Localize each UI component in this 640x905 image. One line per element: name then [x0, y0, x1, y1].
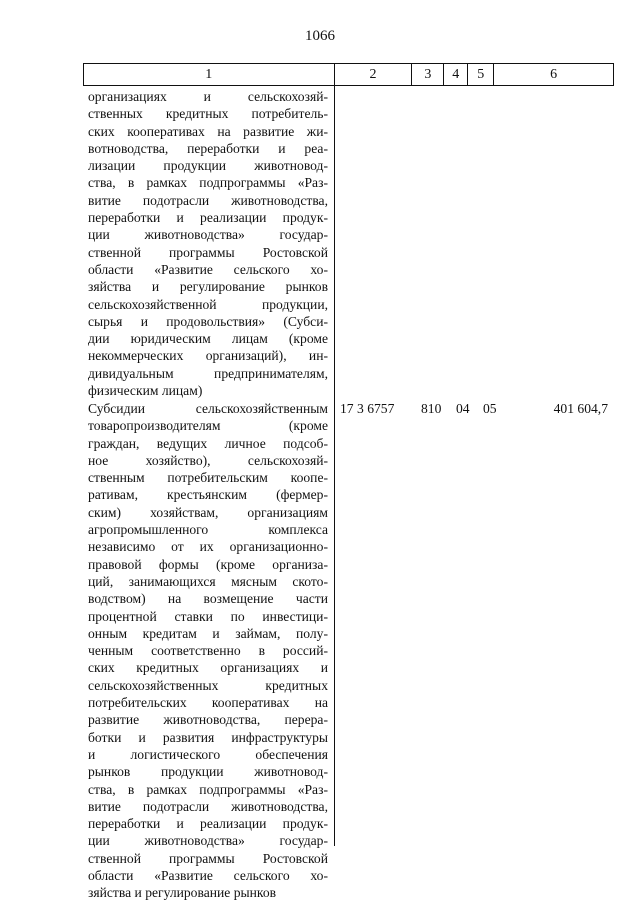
description-line: Субсидии сельскохозяйственным: [88, 401, 328, 416]
description-line: ции животноводства» государ-: [88, 833, 328, 849]
description-line: дивидуальным предпринимателям,: [88, 365, 328, 381]
description-line: независимо от их организационно-: [88, 539, 328, 555]
description-line: и логистического обеспечения: [88, 746, 328, 762]
description-line: вотноводства, переработки и реа-: [88, 140, 328, 156]
table-row-description: [88, 400, 328, 902]
description-line: ративам, крестьянским (фермер-: [88, 487, 328, 503]
header-col-6: 6: [494, 64, 614, 85]
description-line: рынков продукции животновод-: [88, 764, 328, 780]
description-line: граждан, ведущих личное подсоб-: [88, 435, 328, 451]
description-line: ственных кредитных потребитель-: [88, 106, 328, 122]
description-line: ственной программы Ростовской: [88, 244, 328, 260]
header-col-5: 5: [468, 64, 494, 85]
description-line: ских кредитных организациях и: [88, 660, 328, 676]
row-2-text: [88, 400, 328, 902]
target-article-code: 17 3 6757: [340, 401, 395, 416]
budget-table: [83, 63, 614, 901]
description-line: некоммерческих организаций), ин-: [88, 348, 328, 364]
description-line: ства, в рамках подпрограммы «Раз-: [88, 781, 328, 797]
description-line: лизации продукции животновод-: [88, 158, 328, 174]
description-line: ботки и развития инфраструктуры: [88, 729, 328, 745]
description-line: витие подотрасли животноводства,: [88, 798, 328, 814]
description-line: товаропроизводителям (кроме: [88, 418, 328, 434]
table-row-description: [88, 88, 328, 399]
description-line: ченным соответственно в россий-: [88, 643, 328, 659]
description-line: ственной программы Ростовской: [88, 850, 328, 866]
description-line: дии юридическим лицам (кроме: [88, 331, 328, 347]
header-col-4: 4: [444, 64, 468, 85]
description-line: области «Развитие сельского хо-: [88, 868, 328, 884]
description-line: сырья и продовольствия» (Субси-: [88, 313, 328, 329]
description-line: организациях и сельскохозяй-: [88, 89, 328, 104]
description-line: водством) на возмещение части: [88, 591, 328, 607]
description-line: ций, занимающихся мясным ското-: [88, 573, 328, 589]
description-line: сельскохозяйственных кредитных: [88, 677, 328, 693]
description-line: потребительских кооперативах на: [88, 695, 328, 711]
description-line: агропромышленного комплекса: [88, 522, 328, 538]
section-code: 04: [456, 401, 470, 416]
amount-value: 401 604,7: [553, 401, 608, 416]
expense-type-code: 810: [421, 401, 442, 416]
description-line: витие подотрасли животноводства,: [88, 192, 328, 208]
header-col-3: 3: [412, 64, 444, 85]
description-line: онным кредитам и займам, полу-: [88, 625, 328, 641]
description-line: ное хозяйство), сельскохозяй-: [88, 452, 328, 468]
description-line: физическим лицам): [88, 383, 203, 399]
description-line: процентной ставки по инвестици-: [88, 608, 328, 624]
header-col-1: 1: [84, 64, 335, 85]
description-line: ским) хозяйствам, организациям: [88, 504, 328, 520]
header-col-2: 2: [335, 64, 413, 85]
description-line: ственным потребительским коопе-: [88, 470, 328, 486]
description-line: зяйства и регулирование рынков: [88, 279, 328, 295]
description-line: развитие животноводства, перера-: [88, 712, 328, 728]
table-header-row: [83, 63, 614, 86]
description-line: ства, в рамках подпрограммы «Раз-: [88, 175, 328, 191]
subsection-code: 05: [483, 401, 497, 416]
column-divider: [334, 86, 335, 846]
description-line: правовой формы (кроме организа-: [88, 556, 328, 572]
row-1-text: [88, 88, 328, 399]
description-line: области «Развитие сельского хо-: [88, 261, 328, 277]
description-line: сельскохозяйственной продукции,: [88, 296, 328, 312]
description-line: переработки и реализации продук-: [88, 816, 328, 832]
description-line: переработки и реализации продук-: [88, 210, 328, 226]
description-line: ции животноводства» государ-: [88, 227, 328, 243]
description-line: ских кооперативах на развитие жи-: [88, 123, 328, 139]
description-line: зяйства и регулирование рынков: [88, 885, 277, 901]
page-number: 1066: [305, 28, 335, 44]
